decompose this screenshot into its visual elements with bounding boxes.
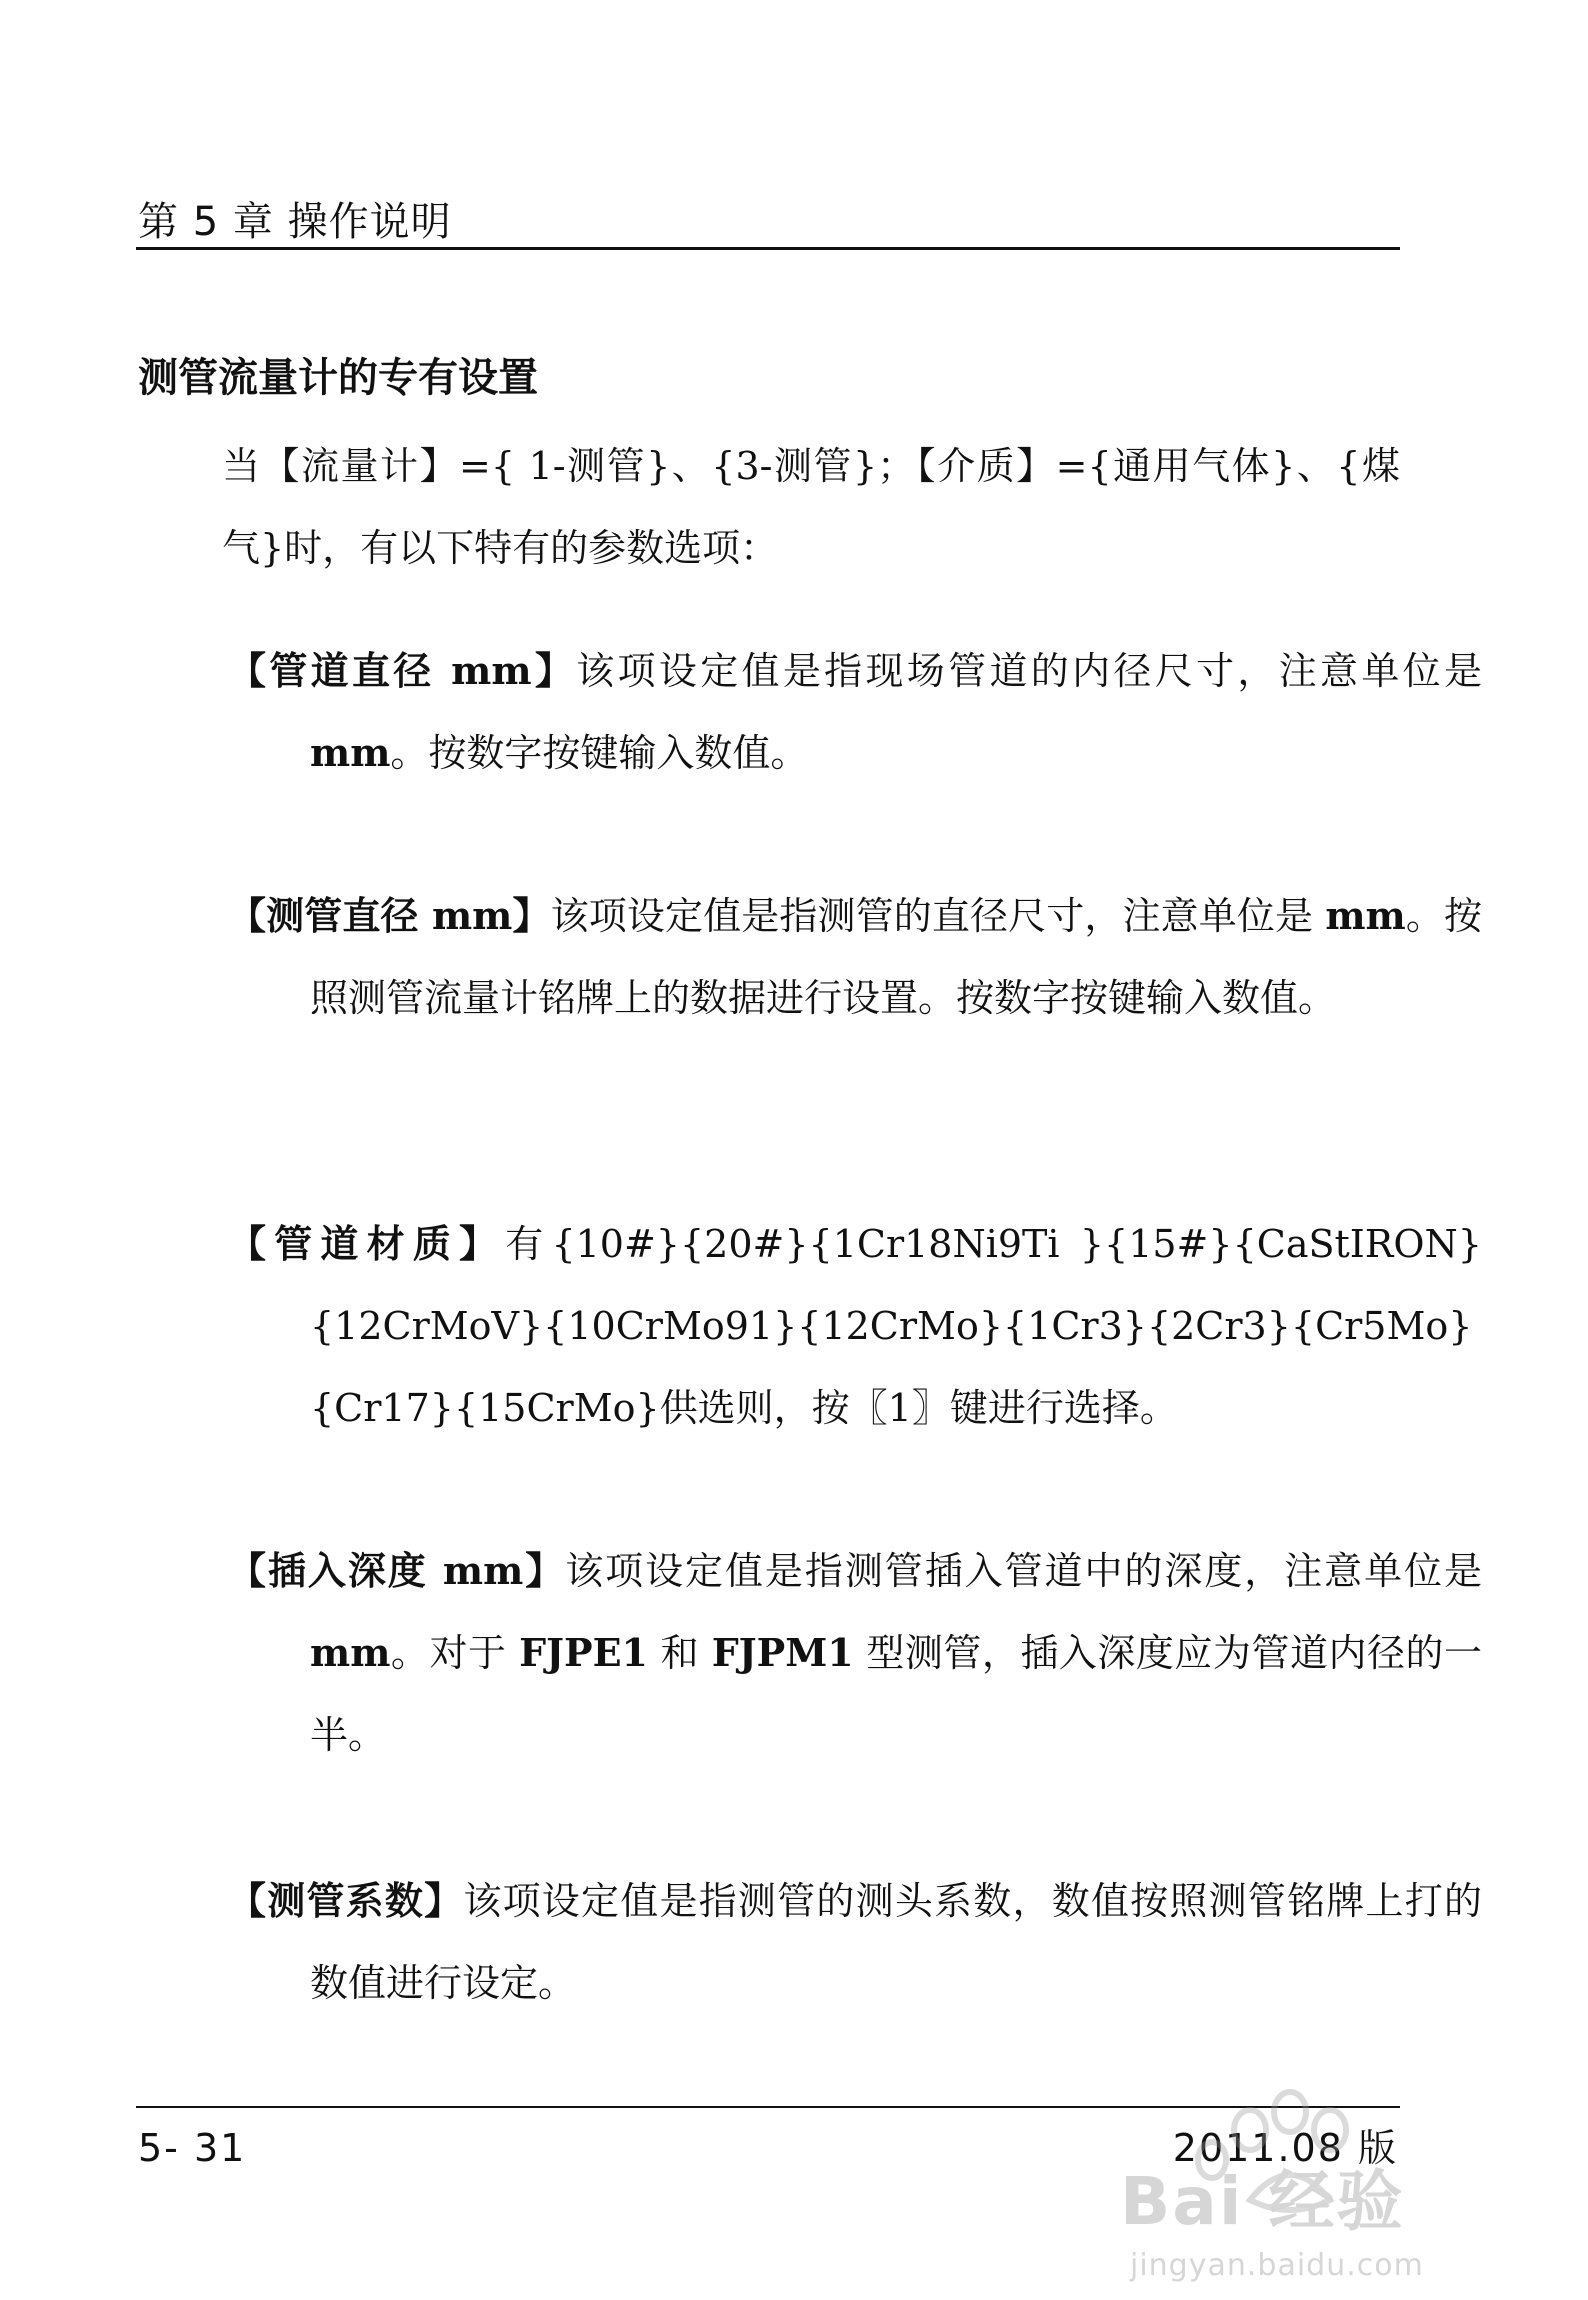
param-unit: mm [310,1630,391,1675]
param-text: 有{10#}{20#}{1Cr18Ni9Ti }{15#}{CaStIRON}{12CrMoV}{10CrMo91}{12CrMo}{1Cr3}{2Cr3}{Cr5Mo}{Cr17}{15CrMo}供选则，按〖1〗键进行选择。 [310,1222,1482,1430]
probe-model: FJPM1 [711,1630,854,1675]
param-term: 【插入深度 mm】 [228,1548,566,1593]
watermark-url: jingyan.baidu.com [1130,2248,1424,2283]
intro-paragraph: 当【流量计】={ 1-测管}、{3-测管}；【介质】={通用气体}、{煤气}时，有以下特有的参数选项： [222,444,1400,570]
param-term: 【管道材质】 [228,1221,506,1266]
param-text: 。按数字按键输入数值。 [390,731,809,775]
section-title: 测管流量计的专有设置 [138,355,538,401]
header-rule [136,247,1400,250]
watermark-brand: Bai 经验 [1120,2163,1405,2240]
param-pipe-diameter [228,630,1482,794]
running-header: 第 5 章 操作说明 [138,199,452,245]
param-text: 。按照测管流量计铭牌上的数据进行设置。按数字按键输入数值。 [310,894,1482,1020]
param-unit: mm [1325,893,1406,938]
param-insertion-depth [228,1530,1482,1776]
param-text: 型测管，插入深度应为管道内径的一半。 [310,1631,1482,1757]
page-number: 5- 31 [138,2126,247,2170]
param-term: 【测管系数】 [228,1878,464,1923]
param-term: 【测管直径 mm】 [228,893,551,938]
param-text: 。对于 [390,1631,520,1675]
param-text: 该项设定值是指测管的测头系数，数值按照测管铭牌上打的数值进行设定。 [310,1879,1482,2005]
param-text: 该项设定值是指测管插入管道中的深度，注意单位是 [565,1549,1482,1593]
param-pipe-material [228,1203,1482,1449]
param-text: 该项设定值是指测管的直径尺寸，注意单位是 [550,894,1326,938]
param-text: 该项设定值是指现场管道的内径尺寸，注意单位是 [576,649,1482,693]
probe-model: FJPE1 [519,1630,648,1675]
param-term: 【管道直径 mm】 [228,648,577,693]
baidu-jingyan-watermark [1100,2060,1520,2290]
param-text: 和 [648,1631,712,1675]
param-probe-diameter [228,875,1482,1039]
param-unit: mm [310,730,391,775]
param-probe-coefficient [228,1860,1482,2024]
edition-label: 2011.08 版 [1172,2126,1398,2170]
